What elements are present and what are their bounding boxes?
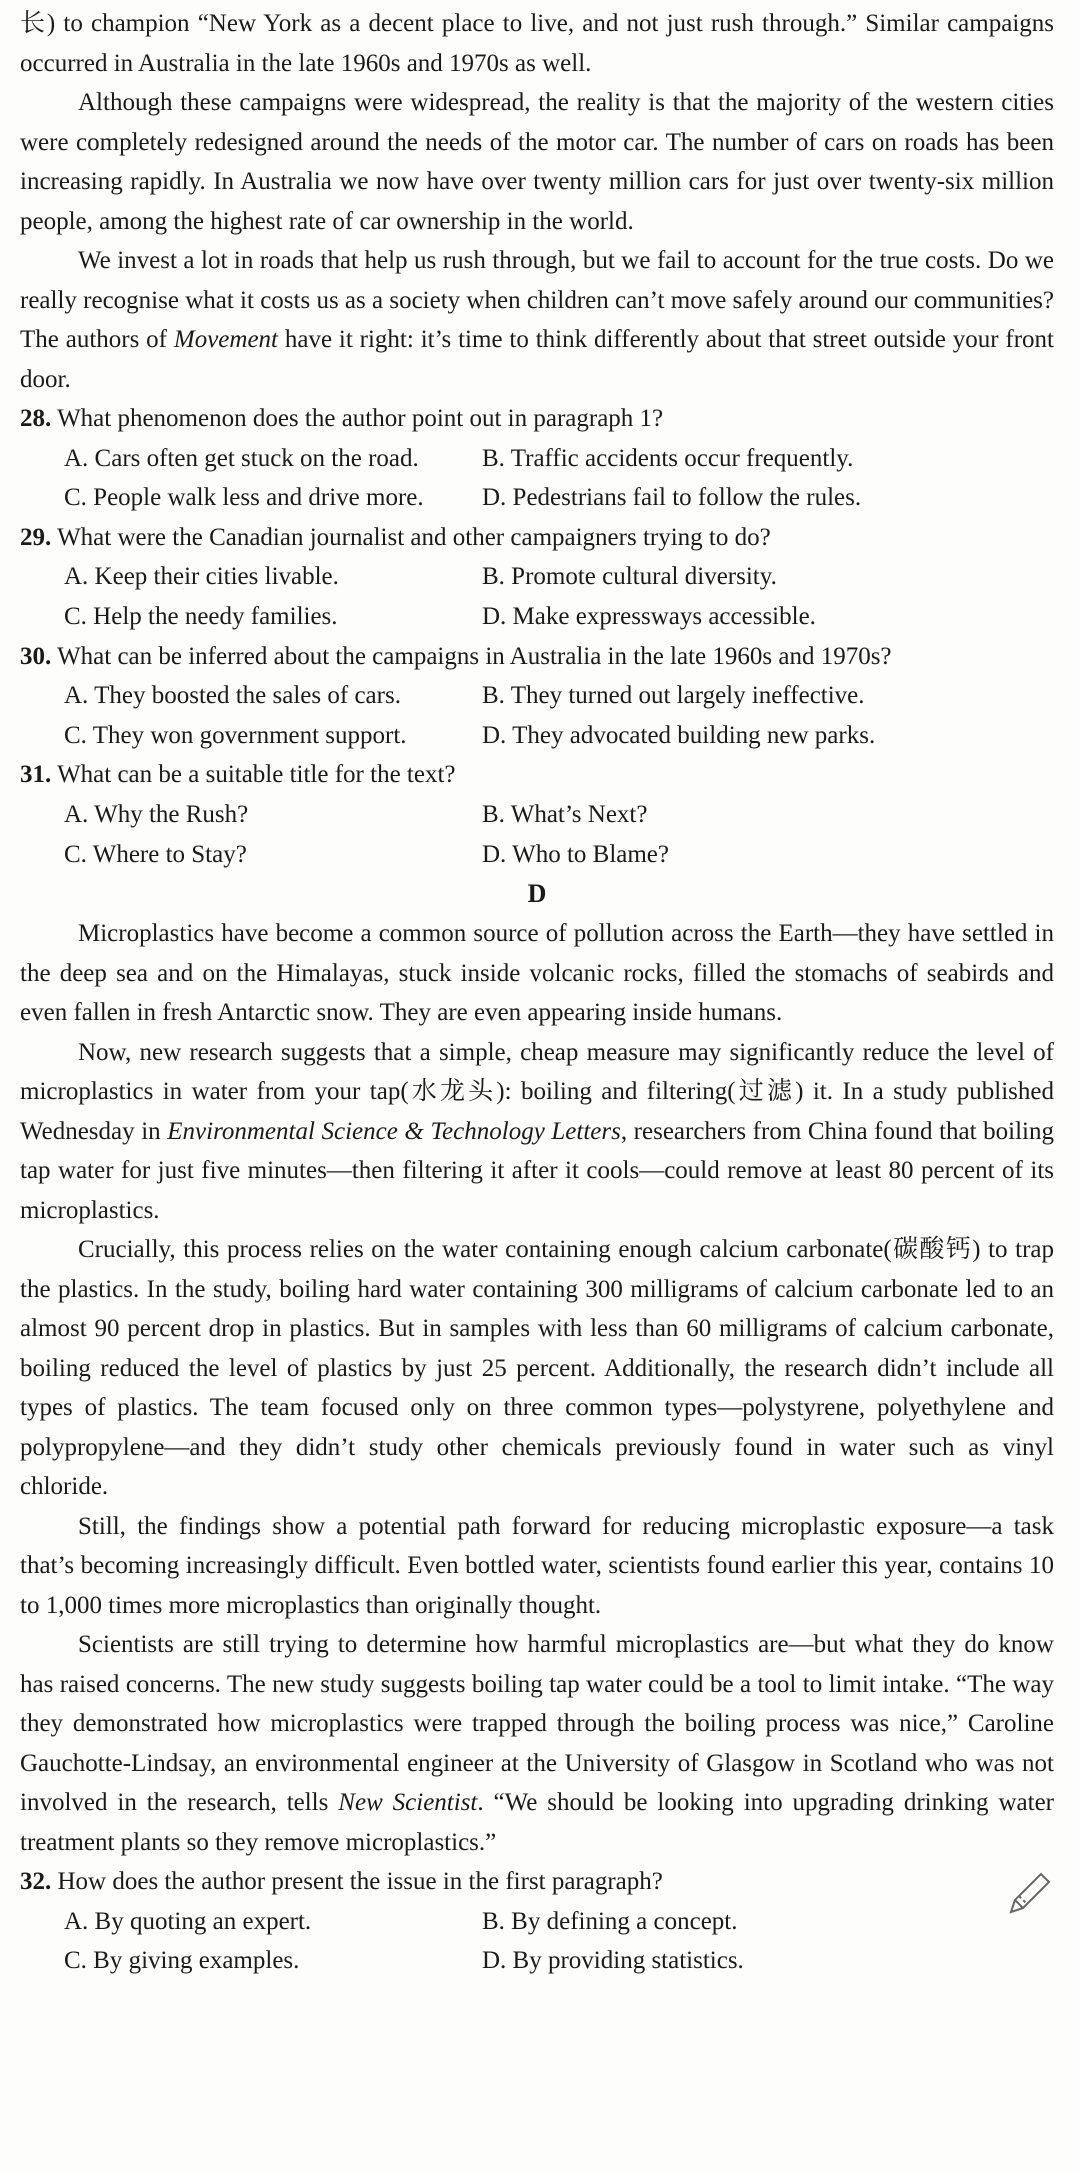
question-number: 30 <box>20 642 45 670</box>
passage-d-paragraph-4: Still, the findings show a potential path forward for reducing microplastic exposure—a task that’s becoming increasingly difficult. Even bottled water, scientists found earlier this year, contains 10 to 1,000 times more microplastics than originally thought. <box>20 1512 1054 1619</box>
book-title-movement: Movement <box>173 326 278 353</box>
journal-title: Environmental Science & Technology Letters <box>167 1117 621 1145</box>
option-a[interactable]: A. Keep their cities livable. <box>64 563 339 591</box>
passage-d-p2-text-b: , researchers from China found that boiling tap water for just five minutes—then filtering it after it cools—could remove at least 80 percent of its microplastics. <box>20 1117 1054 1224</box>
pen-watermark-icon <box>1005 1860 1063 1918</box>
option-c[interactable]: C. People walk less and drive more. <box>64 484 424 512</box>
option-b[interactable]: B. What’s Next? <box>482 800 648 828</box>
question-number: 29 <box>20 523 45 551</box>
passage-d-p2-text-a: Now, new research suggests that a simple, cheap measure may significantly reduce the level of microplastics in water from your tap(水龙头): boiling and filtering(过滤) it. In a study published Wednesday in <box>20 1038 1054 1145</box>
question-stem: What can be a suitable title for the text? <box>57 761 456 789</box>
option-d[interactable]: D. By providing statistics. <box>482 1947 744 1975</box>
passage-c-paragraph-1-continued: 长) to champion “New York as a decent place to live, and not just rush through.” Similar campaigns occurred in Australia in the late 1960s and 1970s as well. <box>20 10 1054 77</box>
passage-d-paragraph-2 <box>20 1033 1054 1231</box>
passage-c-paragraph-2: Although these campaigns were widespread, the reality is that the majority of the western cities were completely redesigned around the needs of the motor car. The number of cars on roads has been increasing rapidly. In Australia we now have over twenty million cars for just over twenty-six million people, among the highest rate of car ownership in the world. <box>20 89 1054 235</box>
option-a[interactable]: A. Why the Rush? <box>64 800 249 828</box>
passage-d-p5-text-b: . “We should be looking into upgrading drinking water treatment plants so they remove microplastics.” <box>20 1789 1054 1856</box>
option-a[interactable]: A. By quoting an expert. <box>64 1907 312 1935</box>
question-32: 32. How does the author present the issue in the first paragraph? A. By quoting an expert. B. By defining a concept. C. By giving examples. D. By providing statistics. <box>20 1862 1054 1981</box>
passage-d-p5-text-a: Scientists are still trying to determine how harmful microplastics are—but what they do know has raised concerns. The new study suggests boiling tap water could be a tool to limit intake. “The way they demonstrated how microplastics were trapped through the boiling process was nice,” Caroline Gauchotte-Lindsay, an environmental engineer at the University of Glasgow in Scotland who was not involved in the research, tells <box>20 1631 1054 1817</box>
option-d[interactable]: D. Who to Blame? <box>482 840 669 868</box>
passage-c-p3-text-a: We invest a lot in roads that help us rush through, but we fail to account for the true costs. Do we really recognise what it costs us as a society when children can’t move safely around our communities? The authors of <box>20 247 1054 353</box>
passage-c-paragraph-3 <box>20 241 1054 399</box>
question-stem: What can be inferred about the campaigns in Australia in the late 1960s and 1970s? <box>57 642 892 670</box>
question-stem: How does the author present the issue in the first paragraph? <box>57 1868 663 1896</box>
section-d-heading: D <box>527 879 547 909</box>
option-b[interactable]: B. Traffic accidents occur frequently. <box>482 444 854 472</box>
magazine-title: New Scientist <box>338 1789 478 1817</box>
passage-d-paragraph-1: Microplastics have become a common source of pollution across the Earth—they have settled in the deep sea and on the Himalayas, stuck inside volcanic rocks, filled the stomachs of seabirds and even fallen in fresh Antarctic snow. They are even appearing inside humans. <box>20 920 1054 1027</box>
question-30: 30. What can be inferred about the campaigns in Australia in the late 1960s and 1970s? A. They boosted the sales of cars. B. They turned out largely ineffective. C. They won government support. D. They advocated building new parks. <box>20 637 1054 756</box>
question-stem: What were the Canadian journalist and other campaigners trying to do? <box>57 523 771 551</box>
option-c[interactable]: C. By giving examples. <box>64 1947 300 1975</box>
passage-c-p3-text-b: have it right: it’s time to think differently about that street outside your front door. <box>20 326 1054 393</box>
option-c[interactable]: C. Where to Stay? <box>64 840 247 868</box>
question-28: 28. What phenomenon does the author point out in paragraph 1? A. Cars often get stuck on the road. B. Traffic accidents occur frequently. C. People walk less and drive more. D. Pedestrians fail to follow the rules. <box>20 399 1054 518</box>
option-d[interactable]: D. They advocated building new parks. <box>482 721 876 749</box>
option-a[interactable]: A. They boosted the sales of cars. <box>64 682 401 710</box>
question-number: 31 <box>20 761 45 789</box>
option-b[interactable]: B. By defining a concept. <box>482 1907 738 1935</box>
option-b[interactable]: B. They turned out largely ineffective. <box>482 682 865 710</box>
question-29: 29. What were the Canadian journalist and other campaigners trying to do? A. Keep their cities livable. B. Promote cultural diversity. C. Help the needy families. D. Make expressways accessible. <box>20 518 1054 637</box>
question-number: 32 <box>20 1868 45 1896</box>
option-d[interactable]: D. Pedestrians fail to follow the rules. <box>482 484 862 512</box>
option-d[interactable]: D. Make expressways accessible. <box>482 602 816 630</box>
option-b[interactable]: B. Promote cultural diversity. <box>482 563 777 591</box>
passage-d-paragraph-3: Crucially, this process relies on the water containing enough calcium carbonate(碳酸钙) to trap the plastics. In the study, boiling hard water containing 300 milligrams of calcium carbonate led to an almost 90 percent drop in plastics. But in samples with less than 60 milligrams of calcium carbonate, boiling reduced the level of plastics by just 25 percent. Additionally, the research didn’t include all types of plastics. The team focused only on three common types—polystyrene, polyethylene and polypropylene—and they didn’t study other chemicals previously found in water such as vinyl chloride. <box>20 1236 1054 1501</box>
question-31: 31. What can be a suitable title for the text? A. Why the Rush? B. What’s Next? C. Where to Stay? D. Who to Blame? <box>20 755 1054 874</box>
option-c[interactable]: C. Help the needy families. <box>64 602 338 630</box>
option-c[interactable]: C. They won government support. <box>64 721 407 749</box>
passage-d-paragraph-5 <box>20 1625 1054 1862</box>
question-stem: What phenomenon does the author point out in paragraph 1? <box>57 405 664 432</box>
question-number: 28 <box>20 405 45 432</box>
option-a[interactable]: A. Cars often get stuck on the road. <box>64 444 419 472</box>
